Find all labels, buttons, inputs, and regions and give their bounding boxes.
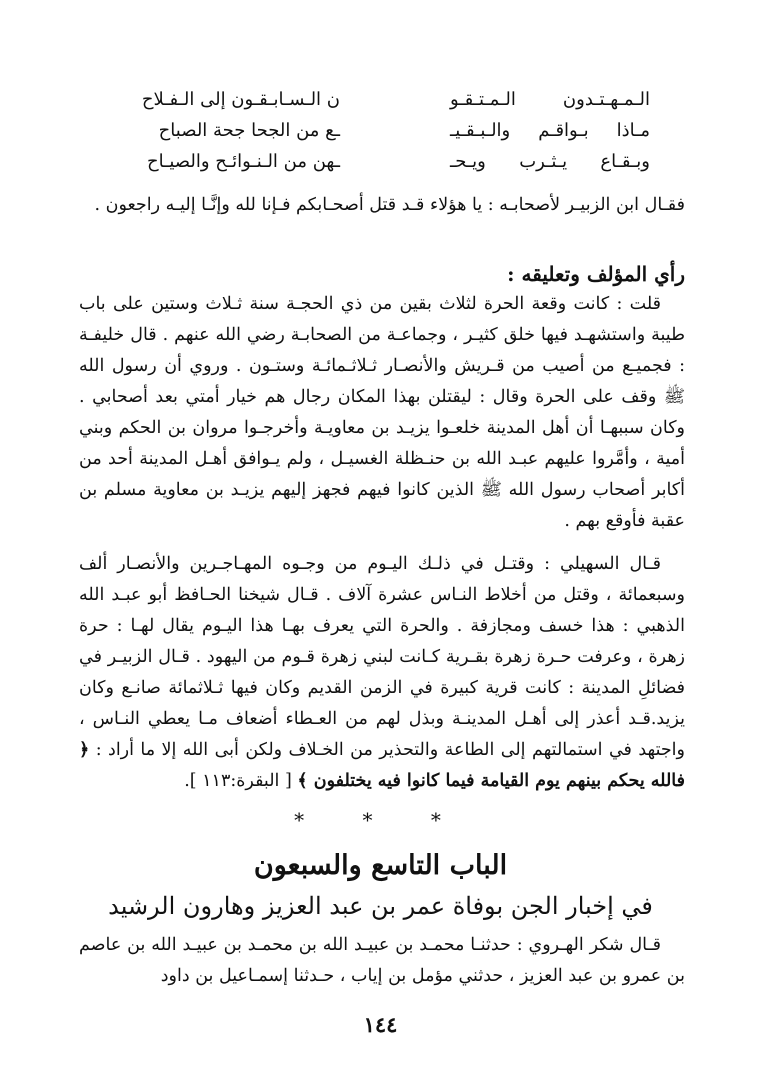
quran-reference: [ البقرة:١١٣ ]. (184, 771, 292, 791)
poem-first-hemistich: الـمـهـتـدون الـمـتـقـو (450, 89, 650, 110)
poem-second-hemistich: ن الـسـابـقـون إلى الـفـلاح (141, 89, 340, 110)
paragraph-suhaili (79, 549, 685, 797)
poem-line (110, 115, 650, 146)
page-number: ١٤٤ (363, 1012, 398, 1037)
paragraph-chain-of-narration: قـال شكر الهـروي : حدثنـا محمـد بن عبيـد الله بن محمـد بن عبيـد الله بن عاصم بن عمرو بن عبد العزيز ، حدثني مؤمل بن إياب ، حـدثنا إسمـاعيل بن داود (79, 935, 685, 986)
paragraph-harra: قلت : كانت وقعة الحرة لثلاث بقين من ذي الحجـة سنة ثـلاث وستين على باب طيبة واستشهـد فيها خلق كثيـر ، وجماعـة من الصحابـة رضي الله عنهم . قال خليفـة : فجميـع من أصيب من قـريش والأنصـار ثـلاثـمائـة وستـون . وروي أن رسول الله ﷺ وقف على الحرة وقال : ليقتلن بهذا المكان رجال هم خيار أمتي بعد أصحابي . وكان سببهـا أن أهل المدينة خلعـوا يزيـد بن معاويـة وأخرجـوا مروان بن الحكم وبني أمية ، وأمَّروا عليهم عبـد الله بن حنـظلة الغسيـل ، ولم يـوافق أهـل المدينة أحد من أكابر أصحاب رسول الله ﷺ الذين كانوا فيهم فجهز إليهم يزيـد بن معاوية مسلم بن عقبة فأوقع بهم . (79, 294, 685, 531)
paragraph-suhaili-text: قـال السهيلي : وقتـل في ذلـك اليـوم من وجـوه المهـاجـرين والأنصـار ألف وسبعمائة ، وقتل من أخلاط النـاس عشرة آلاف . قـال شيخنا الحـافظ أبو عبـد الله الذهبي : هذا خسف ومجازفة . والحرة التي يعرف بهـا هذا اليـوم يقال لهـا : حرة زهرة ، وعرفت حـرة زهرة بقـرية كـانت لبني زهرة قـوم من اليهود . قـال الزبيـر في فضائلِ المدينة : كانت قرية كبيرة في الزمن القديم وكان فيها ثـلاثمائة صانـع وكان يزيد.قـد أعذر إلى أهـل المدينـة وبذل لهم من العـطاء أضعاف مـا يعطي النـاس ، واجتهد في استمالتهم إلى الطاعة والتحذير من الخـلاف ولكن أبى الله إلا ما أراد : (79, 554, 685, 760)
quran-verse: ﴿ فالله يحكم بينهم يوم القيامة فيما كانوا فيه يختلفون ﴾ (79, 740, 685, 791)
poem-second-hemistich: ـهن من الـنـوائـح والصيـاح (146, 151, 340, 172)
section-heading: رأي المؤلف وتعليقه : (507, 262, 685, 286)
poem-line (110, 84, 650, 115)
poem-first-hemistich: مـاذا بـواقـم والـبـقـيـ (450, 120, 650, 141)
section-separator: * * * (294, 808, 467, 832)
poem-first-hemistich: وبـقـاع يـثـرب ويـحـ (450, 151, 650, 172)
poem-second-hemistich: ـع من الجحا جحة الصباح (158, 120, 340, 141)
paragraph-ibn-zubair: فقـال ابن الزبيـر لأصحابـه : يا هؤلاء قـد قتل أصحـابكم فـإنا لله وإنَّـا إليـه راجعون . (94, 195, 685, 215)
poem-block (110, 84, 650, 177)
chapter-title: الباب التاسع والسبعون (253, 850, 508, 881)
poem-line (110, 146, 650, 177)
chapter-subtitle: في إخبار الجن بوفاة عمر بن عبد العزيز وهارون الرشيد (108, 892, 653, 920)
